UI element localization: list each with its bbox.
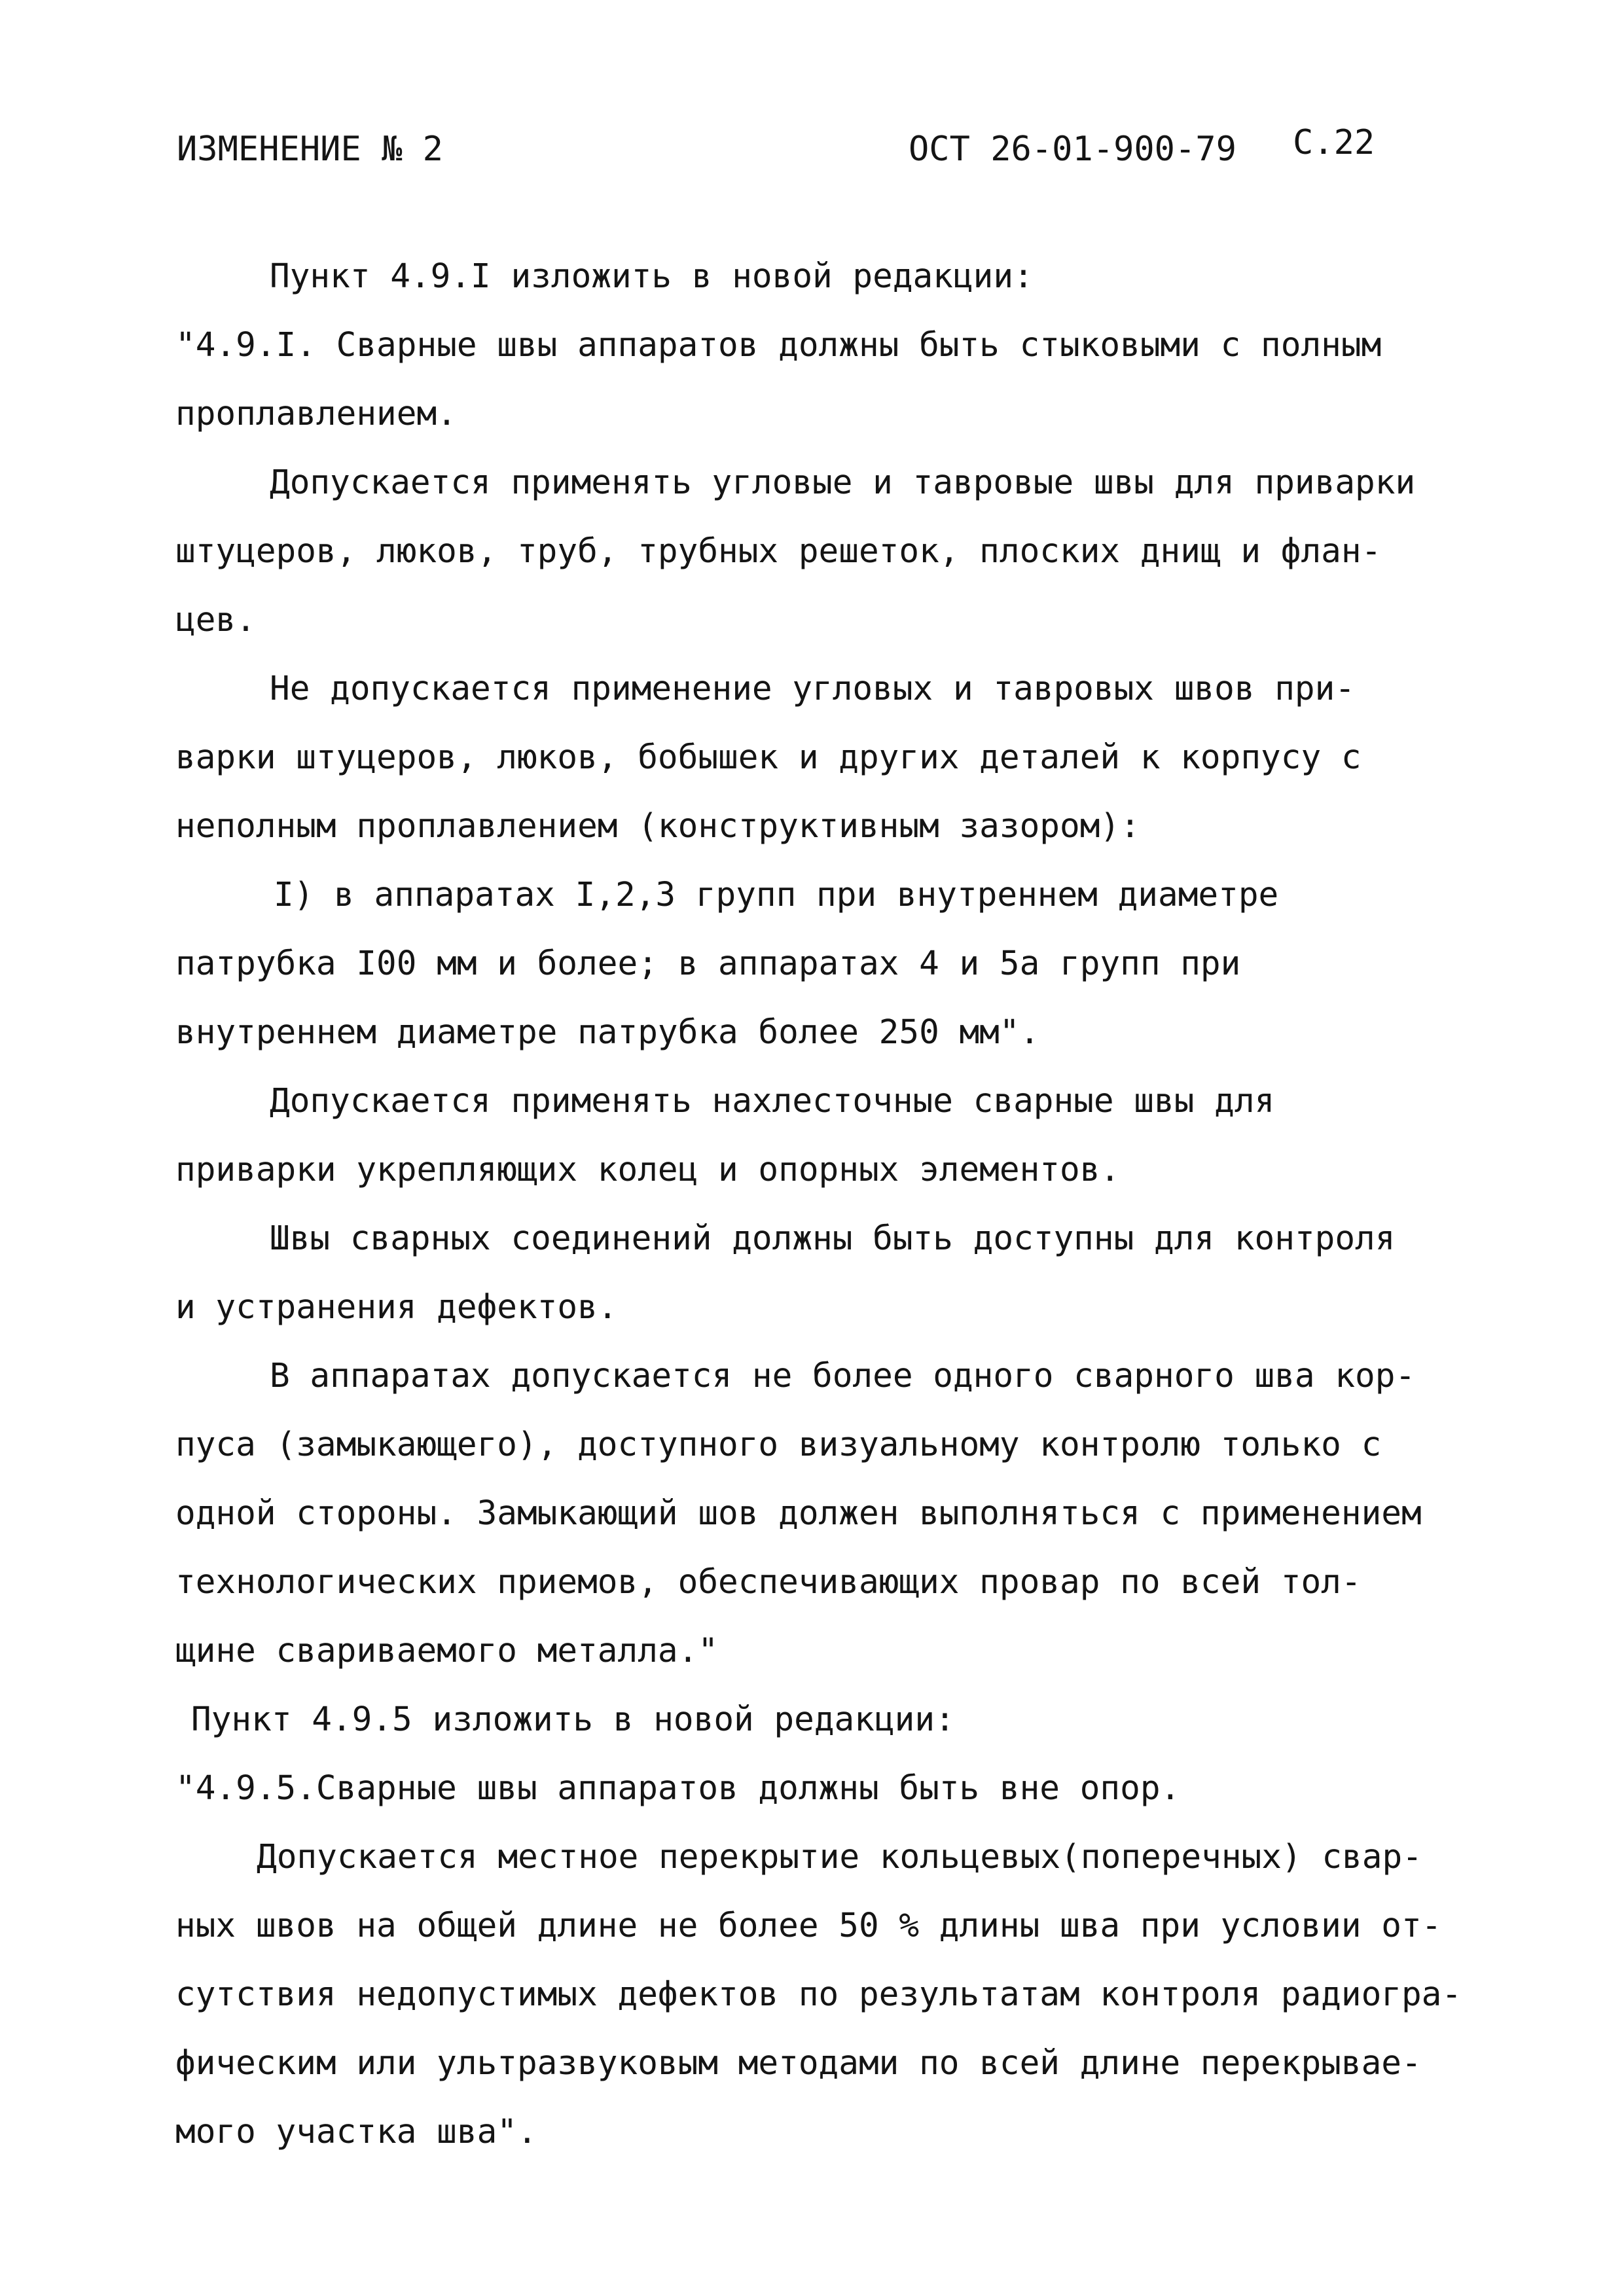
text-line: внутреннем диаметре патрубка более 250 мм". bbox=[175, 1013, 1040, 1052]
text-line: I) в аппаратах I,2,3 групп при внутреннем диаметре bbox=[274, 876, 1279, 914]
text-line: мого участка шва". bbox=[175, 2113, 537, 2151]
text-line: патрубка I00 мм и более; в аппаратах 4 и 5а групп при bbox=[175, 944, 1241, 983]
text-line: "4.9.5.Сварные швы аппаратов должны быть вне опор. bbox=[175, 1769, 1181, 1808]
text-line: сутствия недопустимых дефектов по результатам контроля радиогра- bbox=[175, 1975, 1462, 2014]
text-line: Допускается местное перекрытие кольцевых(поперечных) свар- bbox=[257, 1838, 1422, 1876]
text-line: ных швов на общей длине не более 50 % длины шва при условии от- bbox=[175, 1907, 1442, 1945]
text-line: варки штуцеров, люков, бобышек и других деталей к корпусу с bbox=[175, 738, 1362, 777]
text-line: В аппаратах допускается не более одного сварного шва кор- bbox=[270, 1357, 1416, 1395]
change-number: ИЗМЕНЕНИЕ № 2 bbox=[177, 130, 443, 169]
text-line: Допускается применять нахлесточные сварные швы для bbox=[270, 1082, 1275, 1121]
text-line: "4.9.I. Сварные швы аппаратов должны быть стыковыми с полным bbox=[175, 326, 1382, 365]
text-line: щине свариваемого металла." bbox=[175, 1632, 719, 1670]
text-line: неполным проплавлением (конструктивным зазором): bbox=[175, 807, 1140, 846]
text-line: цев. bbox=[175, 601, 256, 639]
text-line: Пункт 4.9.5 изложить в новой редакции: bbox=[191, 1700, 955, 1739]
page-number: С.22 bbox=[1293, 123, 1375, 162]
text-line: приварки укрепляющих колец и опорных элементов. bbox=[175, 1151, 1121, 1189]
text-line: штуцеров, люков, труб, трубных решеток, плоских днищ и флан- bbox=[175, 532, 1382, 571]
text-line: пуса (замыкающего), доступного визуальному контролю только с bbox=[175, 1426, 1382, 1464]
standard-code: ОСТ 26-01-900-79 bbox=[909, 130, 1236, 169]
text-line: одной стороны. Замыкающий шов должен выполняться с применением bbox=[175, 1494, 1422, 1533]
text-line: технологических приемов, обеспечивающих провар по всей тол- bbox=[175, 1563, 1362, 1602]
text-line: Не допускается применение угловых и тавровых швов при- bbox=[270, 670, 1356, 708]
text-line: фическим или ультразвуковым методами по всей длине перекрывае- bbox=[175, 2044, 1422, 2083]
text-line: Пункт 4.9.I изложить в новой редакции: bbox=[270, 257, 1034, 296]
text-line: Допускается применять угловые и тавровые швы для приварки bbox=[270, 463, 1416, 502]
text-line: Швы сварных соединений должны быть доступны для контроля bbox=[270, 1219, 1396, 1258]
text-line: и устранения дефектов. bbox=[175, 1288, 618, 1327]
text-line: проплавлением. bbox=[175, 395, 457, 433]
